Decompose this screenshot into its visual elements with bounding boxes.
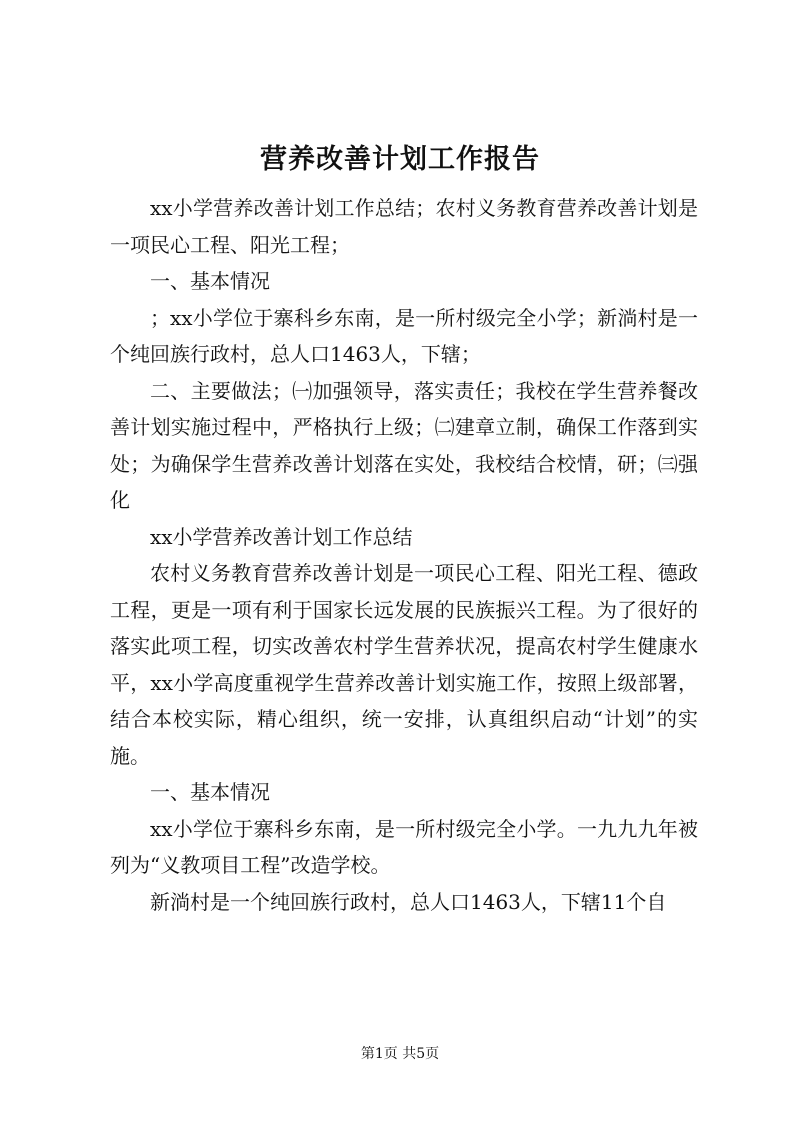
section-heading: 一、基本情况	[150, 269, 270, 293]
subtitle: xx小学营养改善计划工作总结	[150, 524, 413, 549]
page-title: 营养改善计划工作报告	[260, 144, 540, 175]
paragraph: 二、主要做法；㈠加强领导，落实责任；我校在学生营养餐改善计划实施过程中，严格执行上级；㈡建章立制，确保工作落到实处；为确保学生营养改善计划落在实处，我校结合校情，研；㈢强化	[110, 378, 698, 512]
paragraph: xx小学营养改善计划工作总结；农村义务教育营养改善计划是一项民心工程、阳光工程；	[110, 196, 698, 257]
page-footer: 第1页 共5页	[360, 1046, 440, 1062]
paragraph: 农村义务教育营养改善计划是一项民心工程、阳光工程、德政工程，更是一项有利于国家长远发展的民族振兴工程。为了很好的落实此项工程，切实改善农村学生营养状况，提高农村学生健康水平，xx小学高度重视学生营养改善计划实施工作，按照上级部署，结合本校实际，精心组织，统一安排，认真组织启动“计划”的实施。	[110, 561, 698, 768]
paragraph: 新淌村是一个纯回族行政村，总人口1463人，下辖11个自	[150, 889, 667, 914]
document-body	[110, 190, 698, 920]
paragraph: ；xx小学位于寨科乡东南，是一所村级完全小学；新淌村是一个纯回族行政村，总人口1463人，下辖；	[110, 305, 698, 366]
paragraph: xx小学位于寨科乡东南，是一所村级完全小学。一九九九年被列为“义教项目工程”改造学校。	[110, 816, 698, 877]
section-heading: 一、基本情况	[150, 780, 270, 804]
